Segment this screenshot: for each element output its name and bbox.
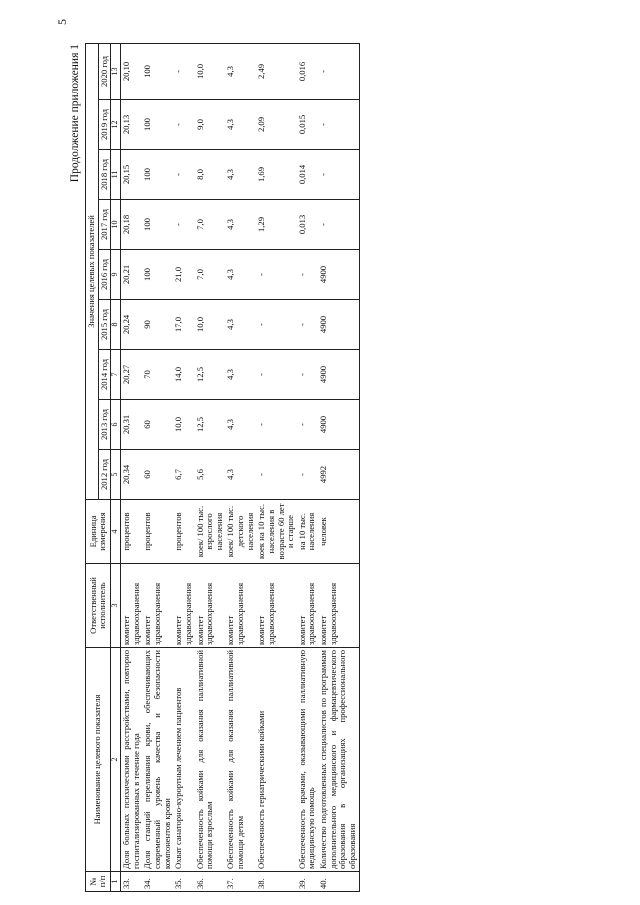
indicator-value: -: [256, 300, 297, 350]
indicator-value: -: [256, 400, 297, 450]
rotated-content: [55, 12, 615, 892]
table-row: [173, 43, 194, 891]
table-header: [86, 43, 121, 891]
header-column-number: 6: [111, 400, 121, 450]
indicator-value: 4,3: [225, 350, 256, 400]
indicator-value: -: [173, 100, 194, 150]
indicator-name: Обеспеченность койками для оказания паллиативной помощи детям: [225, 648, 256, 872]
responsible-executor: комитет здравоохранения: [121, 564, 143, 648]
header-year: 2017 год: [98, 200, 111, 250]
responsible-executor: комитет здравоохранения: [297, 564, 318, 648]
indicator-name: Количество подготовленных специалистов по программам дополнительного медицинского и фармацевтического образования в организациях профессионального образования: [318, 648, 359, 872]
header-column-number: 2: [111, 648, 121, 872]
row-number: 37.: [225, 872, 256, 892]
header-column-numbers: [111, 43, 121, 891]
indicator-value: 0,015: [297, 100, 318, 150]
unit-of-measure: коек/ 100 тыс. детского населения: [225, 500, 256, 564]
header-year: 2015 год: [98, 300, 111, 350]
responsible-executor: комитет здравоохранения: [225, 564, 256, 648]
header-column-number: 11: [111, 150, 121, 200]
header-column-number: 3: [111, 564, 121, 648]
indicator-value: -: [297, 450, 318, 500]
header-column-number: 7: [111, 350, 121, 400]
indicator-value: -: [256, 350, 297, 400]
header-column-number: 10: [111, 200, 121, 250]
header-year: 2019 год: [98, 100, 111, 150]
indicator-value: 20,15: [121, 150, 143, 200]
responsible-executor: комитет здравоохранения: [195, 564, 226, 648]
indicator-value: 100: [142, 43, 173, 99]
indicator-value: -: [173, 200, 194, 250]
indicator-value: -: [318, 43, 359, 99]
indicator-value: 10,0: [195, 300, 226, 350]
row-number: 34.: [142, 872, 173, 892]
indicator-value: 4,3: [225, 43, 256, 99]
indicator-value: 0,014: [297, 150, 318, 200]
indicator-value: -: [173, 150, 194, 200]
indicator-value: 8,0: [195, 150, 226, 200]
indicator-value: 4900: [318, 300, 359, 350]
header-column-number: 1: [111, 872, 121, 892]
indicators-table: [85, 43, 360, 892]
indicator-value: 21,0: [173, 250, 194, 300]
indicator-value: 17,0: [173, 300, 194, 350]
header-column-number: 9: [111, 250, 121, 300]
header-responsible: Ответственный исполнитель: [86, 564, 111, 648]
header-year: 2020 год: [98, 43, 111, 99]
header-column-number: 8: [111, 300, 121, 350]
row-number: 39.: [297, 872, 318, 892]
header-column-number: 12: [111, 100, 121, 150]
table-row: [121, 43, 143, 891]
indicator-value: 20,27: [121, 350, 143, 400]
indicator-value: -: [318, 150, 359, 200]
indicator-value: 20,18: [121, 200, 143, 250]
indicator-value: 10,0: [173, 400, 194, 450]
table-row: [195, 43, 226, 891]
indicator-value: 0,013: [297, 200, 318, 250]
indicator-value: 1,29: [256, 200, 297, 250]
responsible-executor: комитет здравоохранения: [318, 564, 359, 648]
row-number: 38.: [256, 872, 297, 892]
header-values-group: Значения целевых показателей: [86, 43, 99, 499]
indicator-name: Доля больных психическими расстройствами, повторно госпитализированных в течение года: [121, 648, 143, 872]
indicator-value: 5,6: [195, 450, 226, 500]
indicator-value: 7,0: [195, 200, 226, 250]
indicator-value: -: [256, 450, 297, 500]
indicator-value: -: [173, 43, 194, 99]
responsible-executor: комитет здравоохранения: [142, 564, 173, 648]
indicator-value: 4992: [318, 450, 359, 500]
indicator-value: 12,5: [195, 400, 226, 450]
header-column-number: 13: [111, 43, 121, 99]
row-number: 33.: [121, 872, 143, 892]
unit-of-measure: процентов: [142, 500, 173, 564]
indicator-value: 14,0: [173, 350, 194, 400]
indicator-value: 4,3: [225, 200, 256, 250]
table-row: [142, 43, 173, 891]
indicator-value: 4,3: [225, 150, 256, 200]
indicator-name: Доля станций переливания крови, обеспечивающих современный уровень качества и безопасности компонентов крови: [142, 648, 173, 872]
indicator-value: 20,13: [121, 100, 143, 150]
indicator-name: Обеспеченность врачами, оказывающими паллиативную медицинскую помощь: [297, 648, 318, 872]
indicator-value: 4900: [318, 250, 359, 300]
indicator-value: 10,0: [195, 43, 226, 99]
indicator-value: 4,3: [225, 400, 256, 450]
header-year: 2016 год: [98, 250, 111, 300]
indicator-value: 4,3: [225, 450, 256, 500]
indicator-value: 2,49: [256, 43, 297, 99]
indicator-value: 100: [142, 150, 173, 200]
indicator-value: -: [297, 300, 318, 350]
header-unit: Единица измерения: [86, 500, 111, 564]
header-num: № п/п: [86, 872, 111, 892]
responsible-executor: комитет здравоохранения: [173, 564, 194, 648]
header-name: Наименование целевого показателя: [86, 648, 111, 872]
indicator-value: -: [297, 350, 318, 400]
indicator-value: -: [318, 200, 359, 250]
indicator-value: 60: [142, 400, 173, 450]
indicator-value: 7,0: [195, 250, 226, 300]
indicator-value: 4900: [318, 350, 359, 400]
table-row: [297, 43, 318, 891]
indicator-value: 0,016: [297, 43, 318, 99]
indicator-value: 100: [142, 200, 173, 250]
indicator-value: -: [318, 100, 359, 150]
indicator-value: 70: [142, 350, 173, 400]
indicator-value: 2,09: [256, 100, 297, 150]
indicator-value: 60: [142, 450, 173, 500]
unit-of-measure: процентов: [121, 500, 143, 564]
indicator-value: 4,3: [225, 300, 256, 350]
responsible-executor: комитет здравоохранения: [256, 564, 297, 648]
page-number: 5: [55, 19, 69, 25]
row-number: 35.: [173, 872, 194, 892]
unit-of-measure: человек: [318, 500, 359, 564]
unit-of-measure: на 10 тыс. населения: [297, 500, 318, 564]
indicator-value: 100: [142, 250, 173, 300]
indicator-value: 9,0: [195, 100, 226, 150]
header-column-number: 5: [111, 450, 121, 500]
indicator-value: -: [297, 400, 318, 450]
header-column-number: 4: [111, 500, 121, 564]
appendix-label: Продолжение приложения 1: [69, 44, 81, 183]
table-row: [318, 43, 359, 891]
indicator-value: 20,21: [121, 250, 143, 300]
header-year: 2018 год: [98, 150, 111, 200]
indicator-value: 1,69: [256, 150, 297, 200]
table-body: [121, 43, 359, 891]
row-number: 36.: [195, 872, 226, 892]
indicator-value: 6,7: [173, 450, 194, 500]
indicator-value: 12,5: [195, 350, 226, 400]
indicator-name: Охват санаторно-курортным лечением пациентов: [173, 648, 194, 872]
header-year: 2013 год: [98, 400, 111, 450]
indicator-value: 20,10: [121, 43, 143, 99]
indicator-value: -: [256, 250, 297, 300]
indicator-value: 20,34: [121, 450, 143, 500]
indicator-value: 4,3: [225, 100, 256, 150]
unit-of-measure: коек на 10 тыс. населения в возрасте 60 лет и старше: [256, 500, 297, 564]
table-row: [225, 43, 256, 891]
unit-of-measure: процентов: [173, 500, 194, 564]
indicator-value: 4900: [318, 400, 359, 450]
header-year: 2014 год: [98, 350, 111, 400]
table-row: [256, 43, 297, 891]
indicator-name: Обеспеченность койками для оказания паллиативной помощи взрослым: [195, 648, 226, 872]
indicator-value: 4,3: [225, 250, 256, 300]
indicator-value: 20,24: [121, 300, 143, 350]
indicator-value: 90: [142, 300, 173, 350]
header-year: 2012 год: [98, 450, 111, 500]
indicator-value: 100: [142, 100, 173, 150]
indicator-value: 20,31: [121, 400, 143, 450]
unit-of-measure: коек/ 100 тыс. взрослого населения: [195, 500, 226, 564]
indicator-name: Обеспеченность гериатрическими койками: [256, 648, 297, 872]
row-number: 40.: [318, 872, 359, 892]
indicator-value: -: [297, 250, 318, 300]
